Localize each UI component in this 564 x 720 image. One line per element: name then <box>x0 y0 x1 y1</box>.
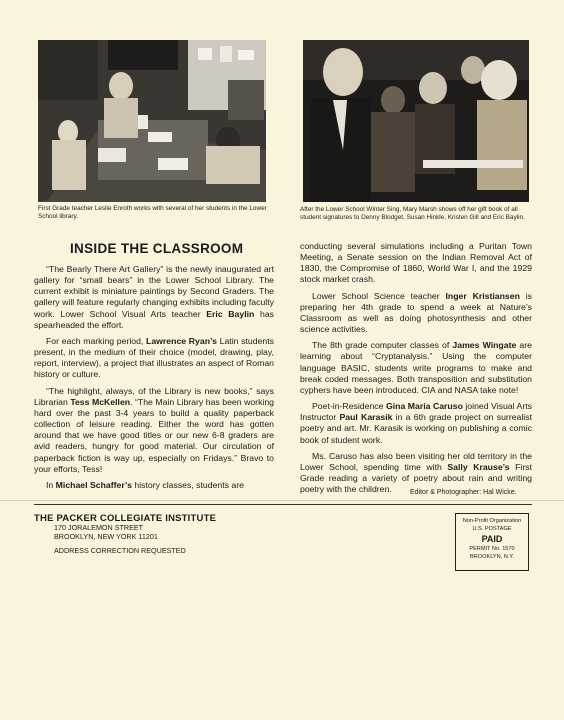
indicia-nonprofit: Non-Profit Organization <box>462 518 522 524</box>
paragraph-science: Lower School Science teacher Inger Kristiansen is preparing her 4th grade to spend a week at Nature’s Classroom as well as doing photosynthesis and other science activities. <box>300 290 533 335</box>
address-correction-notice: ADDRESS CORRECTION REQUESTED <box>54 546 186 555</box>
library-photo <box>38 40 266 202</box>
city-address: BROOKLYN, NEW YORK 11201 <box>54 532 158 541</box>
paragraph-library: “The highlight, always, of the Library is new books,” says Librarian Tess McKellen. “The Main Library has been working hard over the past 3-4 years to build a quality paperback collection of leisure reading. Either the word has gotten around that we have good titles or our new 6-8 graders are avid readers, hungry for good material. Our circulation of paperback fiction is way up, especially on Fridays.” Bravo to your efforts, Tess! <box>34 385 275 474</box>
paragraph-history: In Michael Schaffer’s history classes, students are <box>46 479 244 490</box>
indicia-city: BROOKLYN, N.Y. <box>470 554 514 560</box>
library-photo-caption: First Grade teacher Leslie Enroth works with several of her students in the Lower School library. <box>38 205 267 220</box>
indicia-permit: PERMIT No. 1570 <box>469 546 515 552</box>
paragraph-latin: For each marking period, Lawrence Ryan’s Latin students present, in the medium of their choice (model, drawing, play, report, interview), a project that illustrates an aspect of Roman history or culture. <box>34 335 274 380</box>
winter-sing-photo <box>303 40 529 202</box>
indicia-postage: U.S. POSTAGE <box>472 526 512 532</box>
return-address <box>34 514 216 555</box>
street-address: 170 JORALEMON STREET <box>54 523 144 532</box>
divider-rule <box>34 504 532 505</box>
paragraph-simulations: conducting several simulations including a Puritan Town Meeting, a Senate session on the Indian Removal Act of 1830, the Compromise of 1860, World War I, and the 1929 stock market crash. <box>300 241 532 285</box>
postage-indicia <box>455 513 529 571</box>
paragraph-computer: The 8th grade computer classes of James Wingate are learning about “Cryptanalysis.” Using the computer language BASIC, students write programs to make and break coded messages. Both transposition and substitution cyphers have been introduced. CIA and NASA take note! <box>300 340 532 395</box>
paragraph-caruso: Ms. Caruso has also been visiting her old territory in the Lower School, spending time with Sally Krause’s First Grade reading a variety of poetry about rain and writing poetry with the children. <box>300 450 532 495</box>
article-right-column <box>300 241 532 500</box>
editor-credit: Editor & Photographer: Hal Wicke. <box>410 489 517 496</box>
paragraph-poetry: Poet-in-Residence Gina Maria Caruso joined Visual Arts Instructor Paul Karasik in a 6th grade project on surrealist poetry and art. Mr. Karasik is working on publishing a comic book of student work. <box>300 401 533 445</box>
organization-name: THE PACKER COLLEGIATE INSTITUTE <box>34 513 217 524</box>
paragraph-art-gallery: “The Bearly There Art Gallery” is the newly inaugurated art gallery for “small bears” in the Lower School Library. The current exhibit is miniature paintings by Second Graders. The gallery will feature regularly changing exhibits including faculty work. Lower School Visual Arts teacher Eric Baylin has spearheaded the effort. <box>34 264 274 330</box>
article-left-column <box>34 264 274 496</box>
winter-sing-photo-caption: After the Lower School Winter Sing, Mary Marsh shows off her gift book of all student signatures to Denny Blodget, Susan Hinkle, Kristen Gill and Eric Baylin. <box>300 206 525 221</box>
article-heading: INSIDE THE CLASSROOM <box>70 241 244 256</box>
indicia-paid: PAID <box>481 534 503 544</box>
